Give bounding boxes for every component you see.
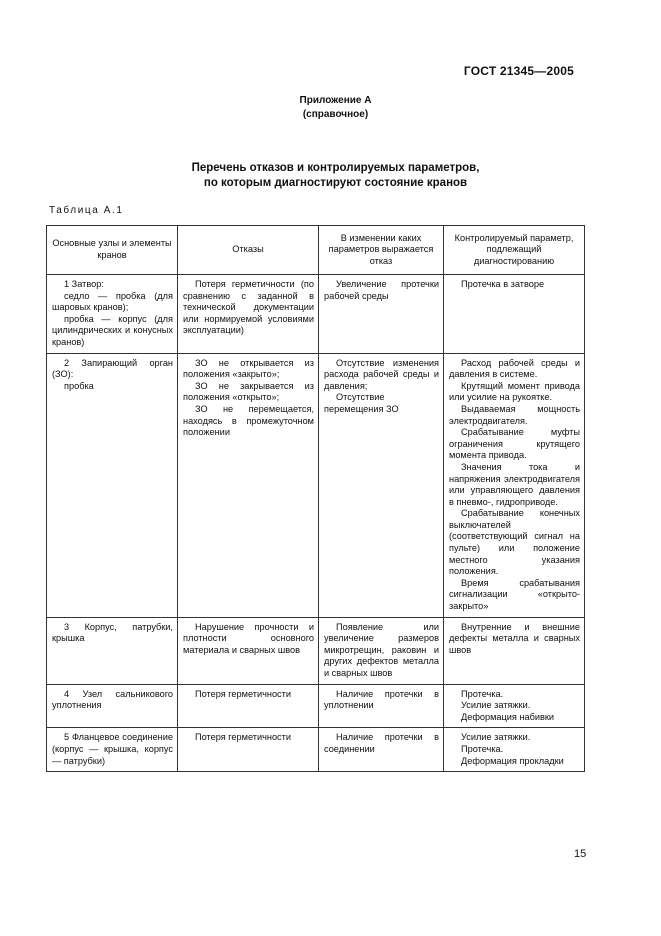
appendix-title: Приложение А: [299, 95, 372, 106]
cell-parameter: [444, 684, 585, 728]
cell-text: 1 Затвор:: [64, 279, 104, 289]
cell-text: 3 Корпус, патрубки, крышка: [52, 621, 173, 644]
header-controlled-parameter: Контролируемый параметр, подлежащий диагностированию: [444, 226, 585, 275]
appendix-subtitle: (справочное): [302, 109, 369, 120]
cell-text: пробка — корпус (для цилиндрических и конусных кранов): [52, 313, 173, 347]
cell-change: [319, 353, 444, 617]
cell-text: Наличие протечки в соединении: [324, 732, 439, 754]
header-parameters-change: В изменении каких параметров выражается отказ: [319, 226, 444, 275]
document-title: [0, 161, 661, 191]
document-title-line2: по которым диагностируют состояние кранов: [203, 177, 468, 189]
cell-text: Протечка в затворе: [461, 279, 545, 289]
appendix-heading: [0, 94, 661, 122]
cell-parameter: [444, 728, 585, 772]
header-failures: Отказы: [178, 226, 319, 275]
cell-text: ЗО не открывается из положения «закрыто»;: [183, 357, 314, 380]
cell-text: Деформация набивки: [461, 711, 555, 722]
standard-number: ГОСТ 21345—2005: [463, 64, 574, 78]
header-units: Основные узлы и элементы кранов: [47, 226, 178, 275]
cell-text: Крутящий момент привода или усилие на рукоятке.: [449, 380, 580, 403]
cell-parameter: [444, 275, 585, 354]
cell-text: Значения тока и напряжения электродвигателя или управляющего давления в пневмо-, гидроприводе.: [449, 461, 580, 507]
cell-text: Внутренние и внешние дефекты металла и сварных швов: [449, 621, 580, 655]
cell-unit: [47, 617, 178, 684]
cell-text: Потеря герметичности: [195, 732, 291, 743]
table-header-row: [47, 226, 585, 275]
cell-text: Потеря герметичности (по сравнению с заданной в технической документации или нормируемой условиями эксплуатации): [183, 279, 314, 336]
cell-failure: [178, 684, 319, 728]
cell-change: [319, 684, 444, 728]
table-row: [47, 353, 585, 617]
cell-text: Протечка.: [461, 743, 504, 754]
cell-text: Отсутствие изменения расхода рабочей среды и давления;: [324, 357, 439, 391]
cell-unit: [47, 353, 178, 617]
cell-text: Расход рабочей среды и давления в системе.: [449, 357, 580, 380]
cell-text: пробка: [64, 380, 94, 391]
table-caption: Таблица А.1: [49, 205, 124, 216]
cell-text: Появление или увеличение размеров микротрещин, раковин и других дефектов металла и сварных швов: [324, 621, 439, 678]
cell-text: Отсутствие перемещения ЗО: [324, 392, 399, 414]
cell-text: Потеря герметичности: [195, 688, 291, 699]
cell-change: [319, 617, 444, 684]
cell-failure: [178, 728, 319, 772]
cell-text: Деформация прокладки: [461, 755, 564, 766]
table-row: [47, 617, 585, 684]
cell-text: Время срабатывания сигнализации «открыто-закрыто»: [449, 577, 580, 612]
cell-unit: [47, 684, 178, 728]
cell-parameter: [444, 617, 585, 684]
cell-text: 4 Узел сальникового уплотнения: [52, 688, 173, 711]
cell-parameter: [444, 353, 585, 617]
cell-unit: [47, 728, 178, 772]
cell-text: ЗО не перемещается, находясь в промежуточном положении: [183, 403, 314, 438]
failures-table: [46, 225, 585, 772]
table-row: [47, 728, 585, 772]
cell-text: седло — пробка (для шаровых кранов);: [52, 290, 173, 313]
cell-text: Нарушение прочности и плотности основного материала и сварных швов: [183, 621, 314, 655]
table-row: [47, 684, 585, 728]
cell-text: Выдаваемая мощность электродвигателя.: [449, 403, 580, 426]
cell-text: Наличие протечки в уплотнении: [324, 688, 439, 711]
cell-text: Увеличение протечки рабочей среды: [324, 279, 439, 301]
table-row: [47, 275, 585, 354]
page-number: 15: [574, 848, 587, 860]
cell-text: Срабатывание муфты ограничения крутящего момента привода.: [449, 427, 580, 461]
cell-text: 5 Фланцевое соединение (корпус — крышка, корпус — патрубки): [52, 732, 173, 766]
cell-text: Усилие затяжки.: [461, 732, 531, 743]
document-title-line1: Перечень отказов и контролируемых параметров,: [191, 162, 480, 174]
cell-change: [319, 728, 444, 772]
cell-failure: [178, 275, 319, 354]
cell-text: Усилие затяжки.: [461, 700, 531, 711]
cell-change: [319, 275, 444, 354]
cell-unit: [47, 275, 178, 354]
cell-text: Протечка.: [461, 688, 504, 699]
cell-text: Срабатывание конечных выключателей (соответствующий сигнал на пульте) или положение местного указания положения.: [449, 508, 580, 577]
cell-failure: [178, 353, 319, 617]
cell-text: ЗО не закрывается из положения «открыто»;: [183, 380, 314, 403]
cell-failure: [178, 617, 319, 684]
cell-text: 2 Запирающий орган (ЗО):: [52, 357, 173, 380]
